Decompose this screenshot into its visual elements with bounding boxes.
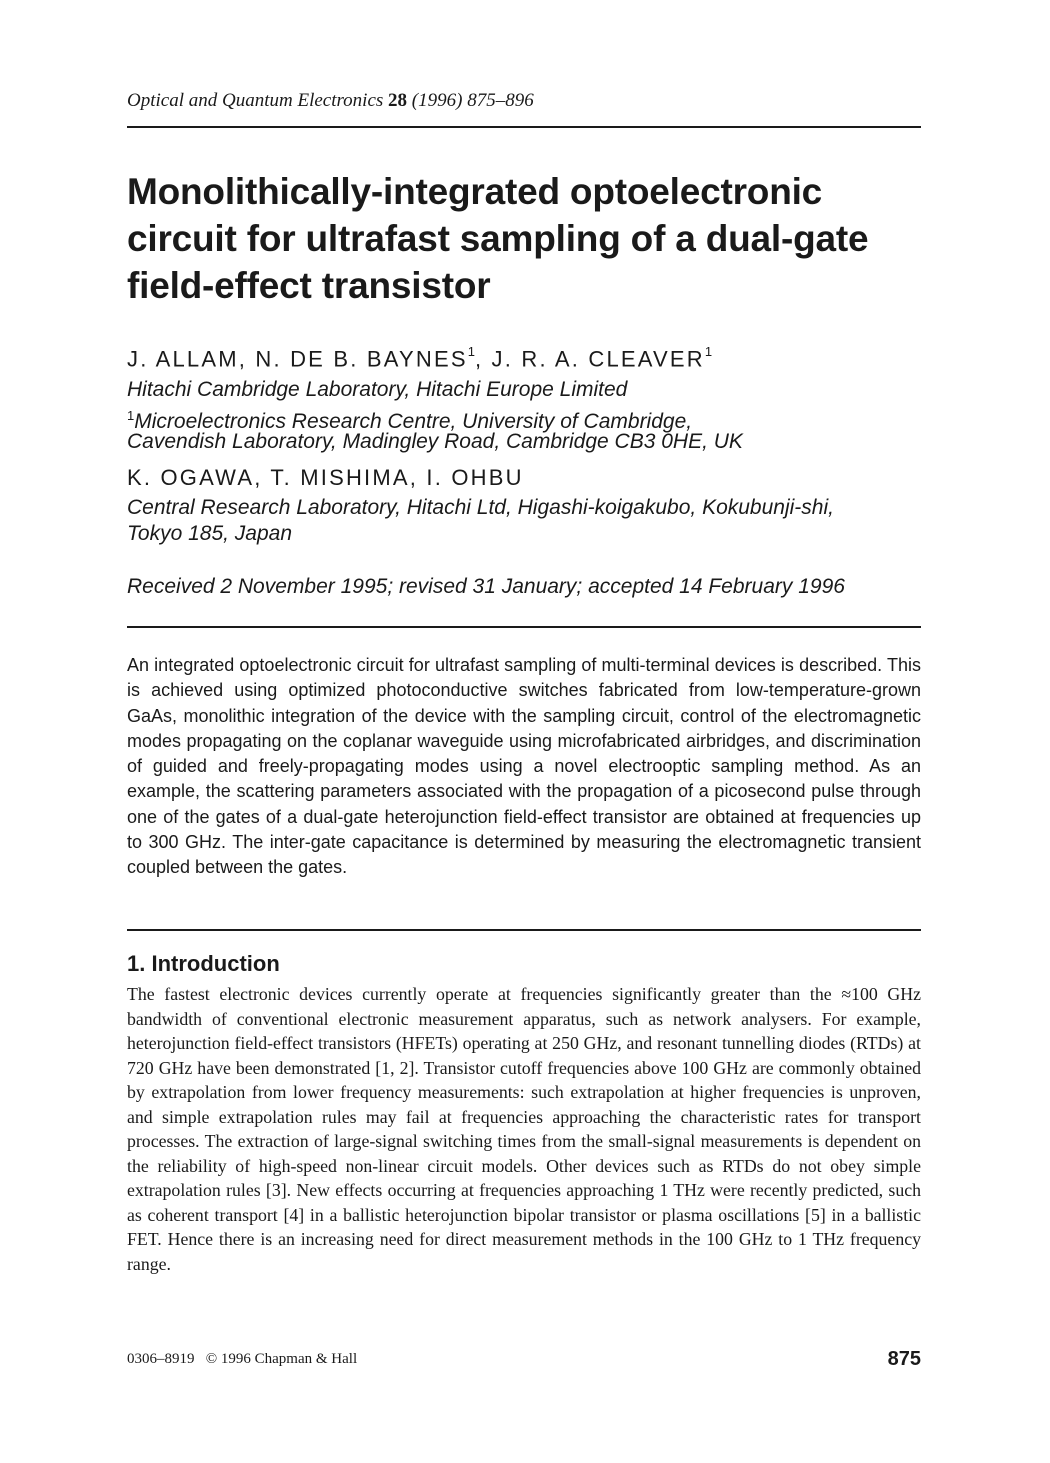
- abstract: An integrated optoelectronic circuit for ultrafast sampling of multi-terminal devices is described. This is achieved using optimized photoconductive switches fabricated from low-temperature-grown GaAs, monolithic integration of the device with the sampling circuit, control of the electromagnetic modes propagating on the coplanar waveguide using microfabricated airbridges, and discrimination of guided and freely-propagating modes using a novel electrooptic sampling method. As an example, the scattering parameters associated with the propagation of a picosecond pulse through one of the gates of a dual-gate heterojunction field-effect transistor are obtained at frequencies up to 300 GHz. The inter-gate capacitance is determined by measuring the electromagnetic transient coupled between the gates.: [127, 655, 921, 878]
- affiliation-1-line-1: Hitachi Cambridge Laboratory, Hitachi Europe Limited: [127, 378, 628, 401]
- affiliation-1-line-3: Cavendish Laboratory, Madingley Road, Cambridge CB3 0HE, UK: [127, 430, 743, 453]
- section-heading: 1. Introduction: [127, 951, 280, 976]
- footer-issn: 0306–8919: [127, 1351, 195, 1367]
- author-list-2: K. OGAWA, T. MISHIMA, I. OHBU: [127, 465, 524, 490]
- affiliation-2-line-1: Central Research Laboratory, Hitachi Ltd, Higashi-koigakubo, Kokubunji-shi,: [127, 496, 834, 519]
- author-names-b: , J. R. A. CLEAVER: [474, 346, 705, 372]
- footer-copyright-text: © 1996 Chapman & Hall: [205, 1351, 358, 1367]
- received-dates: Received 2 November 1995; revised 31 January; accepted 14 February 1996: [127, 575, 845, 598]
- author-affil-marker-a: 1: [467, 344, 475, 359]
- journal-citation: [127, 90, 534, 112]
- paper-title: Monolithically-integrated optoelectronic circuit for ultrafast sampling of a dual-gate field-effect transistor: [127, 171, 869, 306]
- abstract-bottom-rule: [127, 929, 921, 931]
- footer-copyright: [127, 1351, 357, 1368]
- journal-year-pages: (1996) 875–896: [411, 90, 534, 111]
- affiliation-2-line-2: Tokyo 185, Japan: [127, 522, 293, 545]
- author-names-a: J. ALLAM, N. DE B. BAYNES: [127, 346, 468, 372]
- abstract-top-rule: [127, 626, 921, 628]
- journal-name: Optical and Quantum Electronics: [127, 90, 384, 111]
- section-body: The fastest electronic devices currently operate at frequencies significantly greater than the ≈100 GHz bandwidth of conventional electronic measurement apparatus, such as network analysers. For example, heterojunction field-effect transistors (HFETs) operating at 250 GHz, and resonant tunnelling diodes (RTDs) at 720 GHz have been demonstrated [1, 2]. Transistor cutoff frequencies above 100 GHz are commonly obtained by extrapolation from lower frequency measurements: such extrapolation at higher frequencies is unproven, and simple extrapolation rules may fail at frequencies approaching the characteristic rates for transport processes. The extraction of large-signal switching times from the small-signal measurements is dependent on the reliability of high-speed non-linear circuit models. Other devices such as RTDs do not obey simple extrapolation rules [3]. New effects occurring at frequencies approaching 1 THz were recently predicted, such as coherent transport [4] in a ballistic heterojunction bipolar transistor or plasma oscillations [5] in a ballistic FET. Hence there is an increasing need for direct measurement methods in the 100 GHz to 1 THz frequency range.: [127, 984, 921, 1275]
- affiliation-1-line-2-text: Microelectronics Research Centre, University of Cambridge,: [134, 410, 693, 433]
- affiliation-marker: 1: [127, 408, 135, 423]
- author-affil-marker-b: 1: [704, 344, 713, 359]
- page-number: 875: [887, 1348, 921, 1370]
- journal-volume: 28: [388, 90, 408, 111]
- author-list-1: [127, 346, 712, 372]
- header-rule: [127, 126, 921, 128]
